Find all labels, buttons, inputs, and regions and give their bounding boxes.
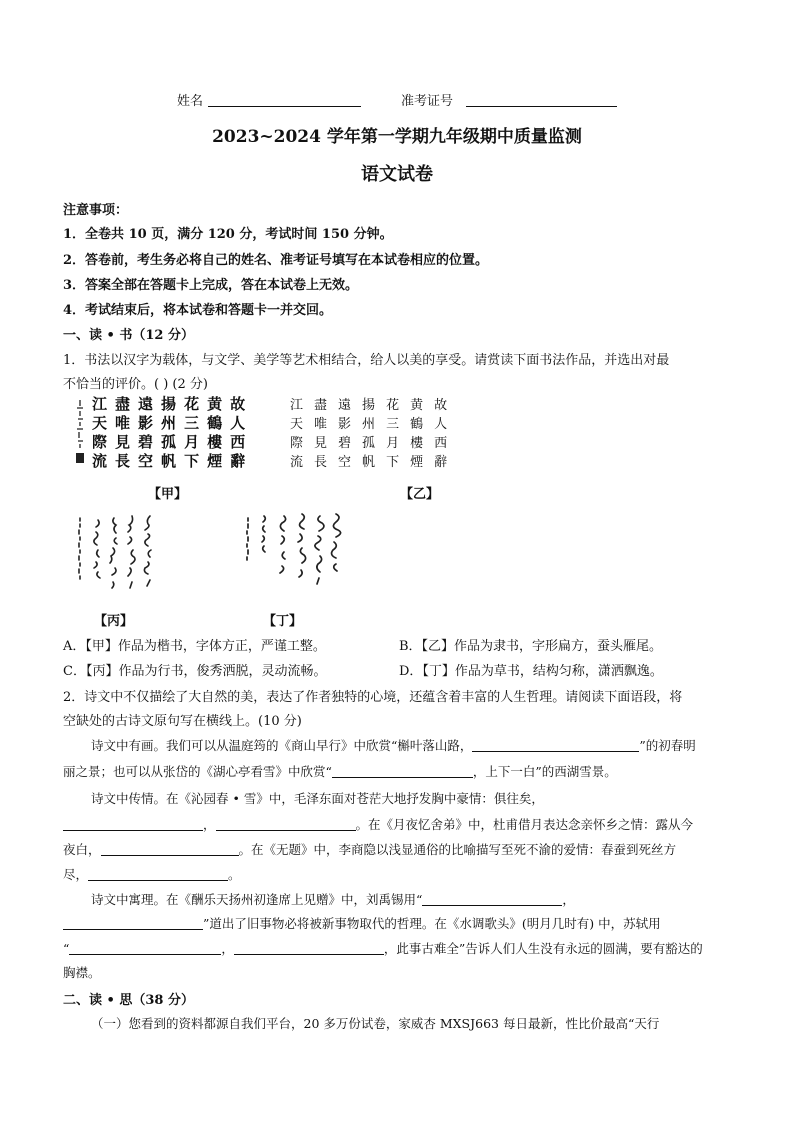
para3-line4: 胸襟。 (63, 965, 101, 980)
answer-blank[interactable] (88, 866, 228, 881)
para3-line3: “ ， ，此事古难全”告诉人们人生没有永远的圆满，要有豁达的 (63, 941, 703, 956)
para2-line2: ， 。在《月夜忆舍弟》中，杜甫借月表达念亲怀乡之情：露从今 (63, 815, 693, 833)
notice-item: 1．全卷共 10 页，满分 120 分，考试时间 150 分钟。 (63, 227, 393, 242)
option-b: B．【乙】作品为隶书，字形扁方，蚕头雁尾。 (399, 639, 663, 654)
q1-text: 1．书法以汉字为载体，与文学、美学等艺术相结合，给人以美的享受。请赏读下面书法作品，并选出对最 (63, 353, 670, 368)
exam-title: 2023~2024 学年第一学期九年级期中质量监测 (212, 127, 582, 147)
label-yi: 【乙】 (400, 487, 440, 502)
answer-blank[interactable] (234, 940, 384, 955)
id-label: 准考证号 (401, 94, 454, 109)
answer-blank[interactable] (216, 816, 356, 831)
section2-heading: 二、读 • 思（38 分） (63, 993, 194, 1008)
para2-line3: 夜白， 。在《无题》中，李商隐以浅显通俗的比喻描写至死不渝的爱情：春蚕到死丝方 (63, 842, 677, 857)
section1-heading: 一、读 • 书（12 分） (63, 328, 194, 343)
exam-subtitle: 语文试卷 (361, 164, 433, 185)
calligraphy-bing (68, 510, 160, 604)
answer-blank[interactable] (422, 891, 562, 906)
notice-item: 4．考试结束后，将本试卷和答题卡一并交回。 (63, 303, 333, 318)
label-bing: 【丙】 (94, 614, 134, 629)
option-c: C．【丙】作品为行书，俊秀洒脱，灵动流畅。 (63, 664, 327, 679)
id-line (466, 106, 617, 107)
name-label: 姓名 (177, 94, 204, 109)
notice-item: 3．答案全部在答题卡上完成，答在本试卷上无效。 (63, 278, 359, 293)
label-ding: 【丁】 (263, 614, 303, 629)
label-jia: 【甲】 (148, 487, 188, 502)
calligraphy-ding (240, 508, 350, 604)
calligraphy-jia: 故 人 西 辭 黄 鶴 樓 煙 花 三 月 下 揚 州 孤 帆 遠 影 碧 空 盡 唯 見 長 江 天 際 流 (92, 395, 246, 470)
para2-line4: 尽， 。 (63, 867, 241, 882)
jia-seal-inscription (72, 398, 88, 472)
answer-blank[interactable] (472, 737, 639, 752)
answer-blank[interactable] (69, 940, 221, 955)
option-d: D．【丁】作品为草书，结构匀称，潇洒飘逸。 (399, 664, 663, 679)
para2-line1: 诗文中传情。在《沁园春 • 雪》中，毛泽东面对苍茫大地抒发胸中豪情：俱往矣， (91, 791, 544, 806)
para1-line1: 诗文中有画。我们可以从温庭筠的《商山早行》中欣赏“槲叶落山路， ”的初春明 (91, 738, 696, 753)
para3-line2: ”道出了旧事物必将被新事物取代的哲理。在《水调歌头》(明月几时有) 中，苏轼用 (63, 914, 661, 932)
answer-blank[interactable] (63, 816, 203, 831)
name-line (208, 106, 361, 107)
para1-line2: 丽之景；也可以从张岱的《湖心亭看雪》中欣赏“ ，上下一白”的西湖雪景。 (63, 764, 617, 779)
q2-text: 2．诗文中不仅描绘了大自然的美，表达了作者独特的心境，还蕴含着丰富的人生哲理。请阅读下面语段，将 (63, 690, 683, 705)
option-a: A．【甲】作品为楷书，字体方正，严谨工整。 (63, 639, 326, 654)
notice-item: 2．答卷前，考生务必将自己的姓名、准考证号填写在本试卷相应的位置。 (63, 253, 489, 268)
q1-text-cont: 不恰当的评价。( ) (2 分) (63, 377, 208, 392)
answer-blank[interactable] (101, 841, 239, 856)
q2-text-cont: 空缺处的古诗文原句写在横线上。(10 分) (63, 714, 302, 729)
answer-blank[interactable] (63, 915, 203, 930)
notice-heading: 注意事项： (63, 203, 129, 218)
calligraphy-yi: 故 人 西 辭 黄 鶴 樓 煙 花 三 月 下 揚 州 孤 帆 遠 影 碧 空 盡 唯 見 長 江 天 際 流 (290, 398, 448, 470)
section2-text: （一）您看到的资料都源自我们平台，20 多万份试卷，家威杏 MXSJ663 每日最新，性比价最高“天行 (91, 1016, 660, 1031)
para3-line1: 诗文中寓理。在《酬乐天扬州初逢席上见赠》中，刘禹锡用“ ， (91, 892, 575, 907)
answer-blank[interactable] (332, 763, 473, 778)
